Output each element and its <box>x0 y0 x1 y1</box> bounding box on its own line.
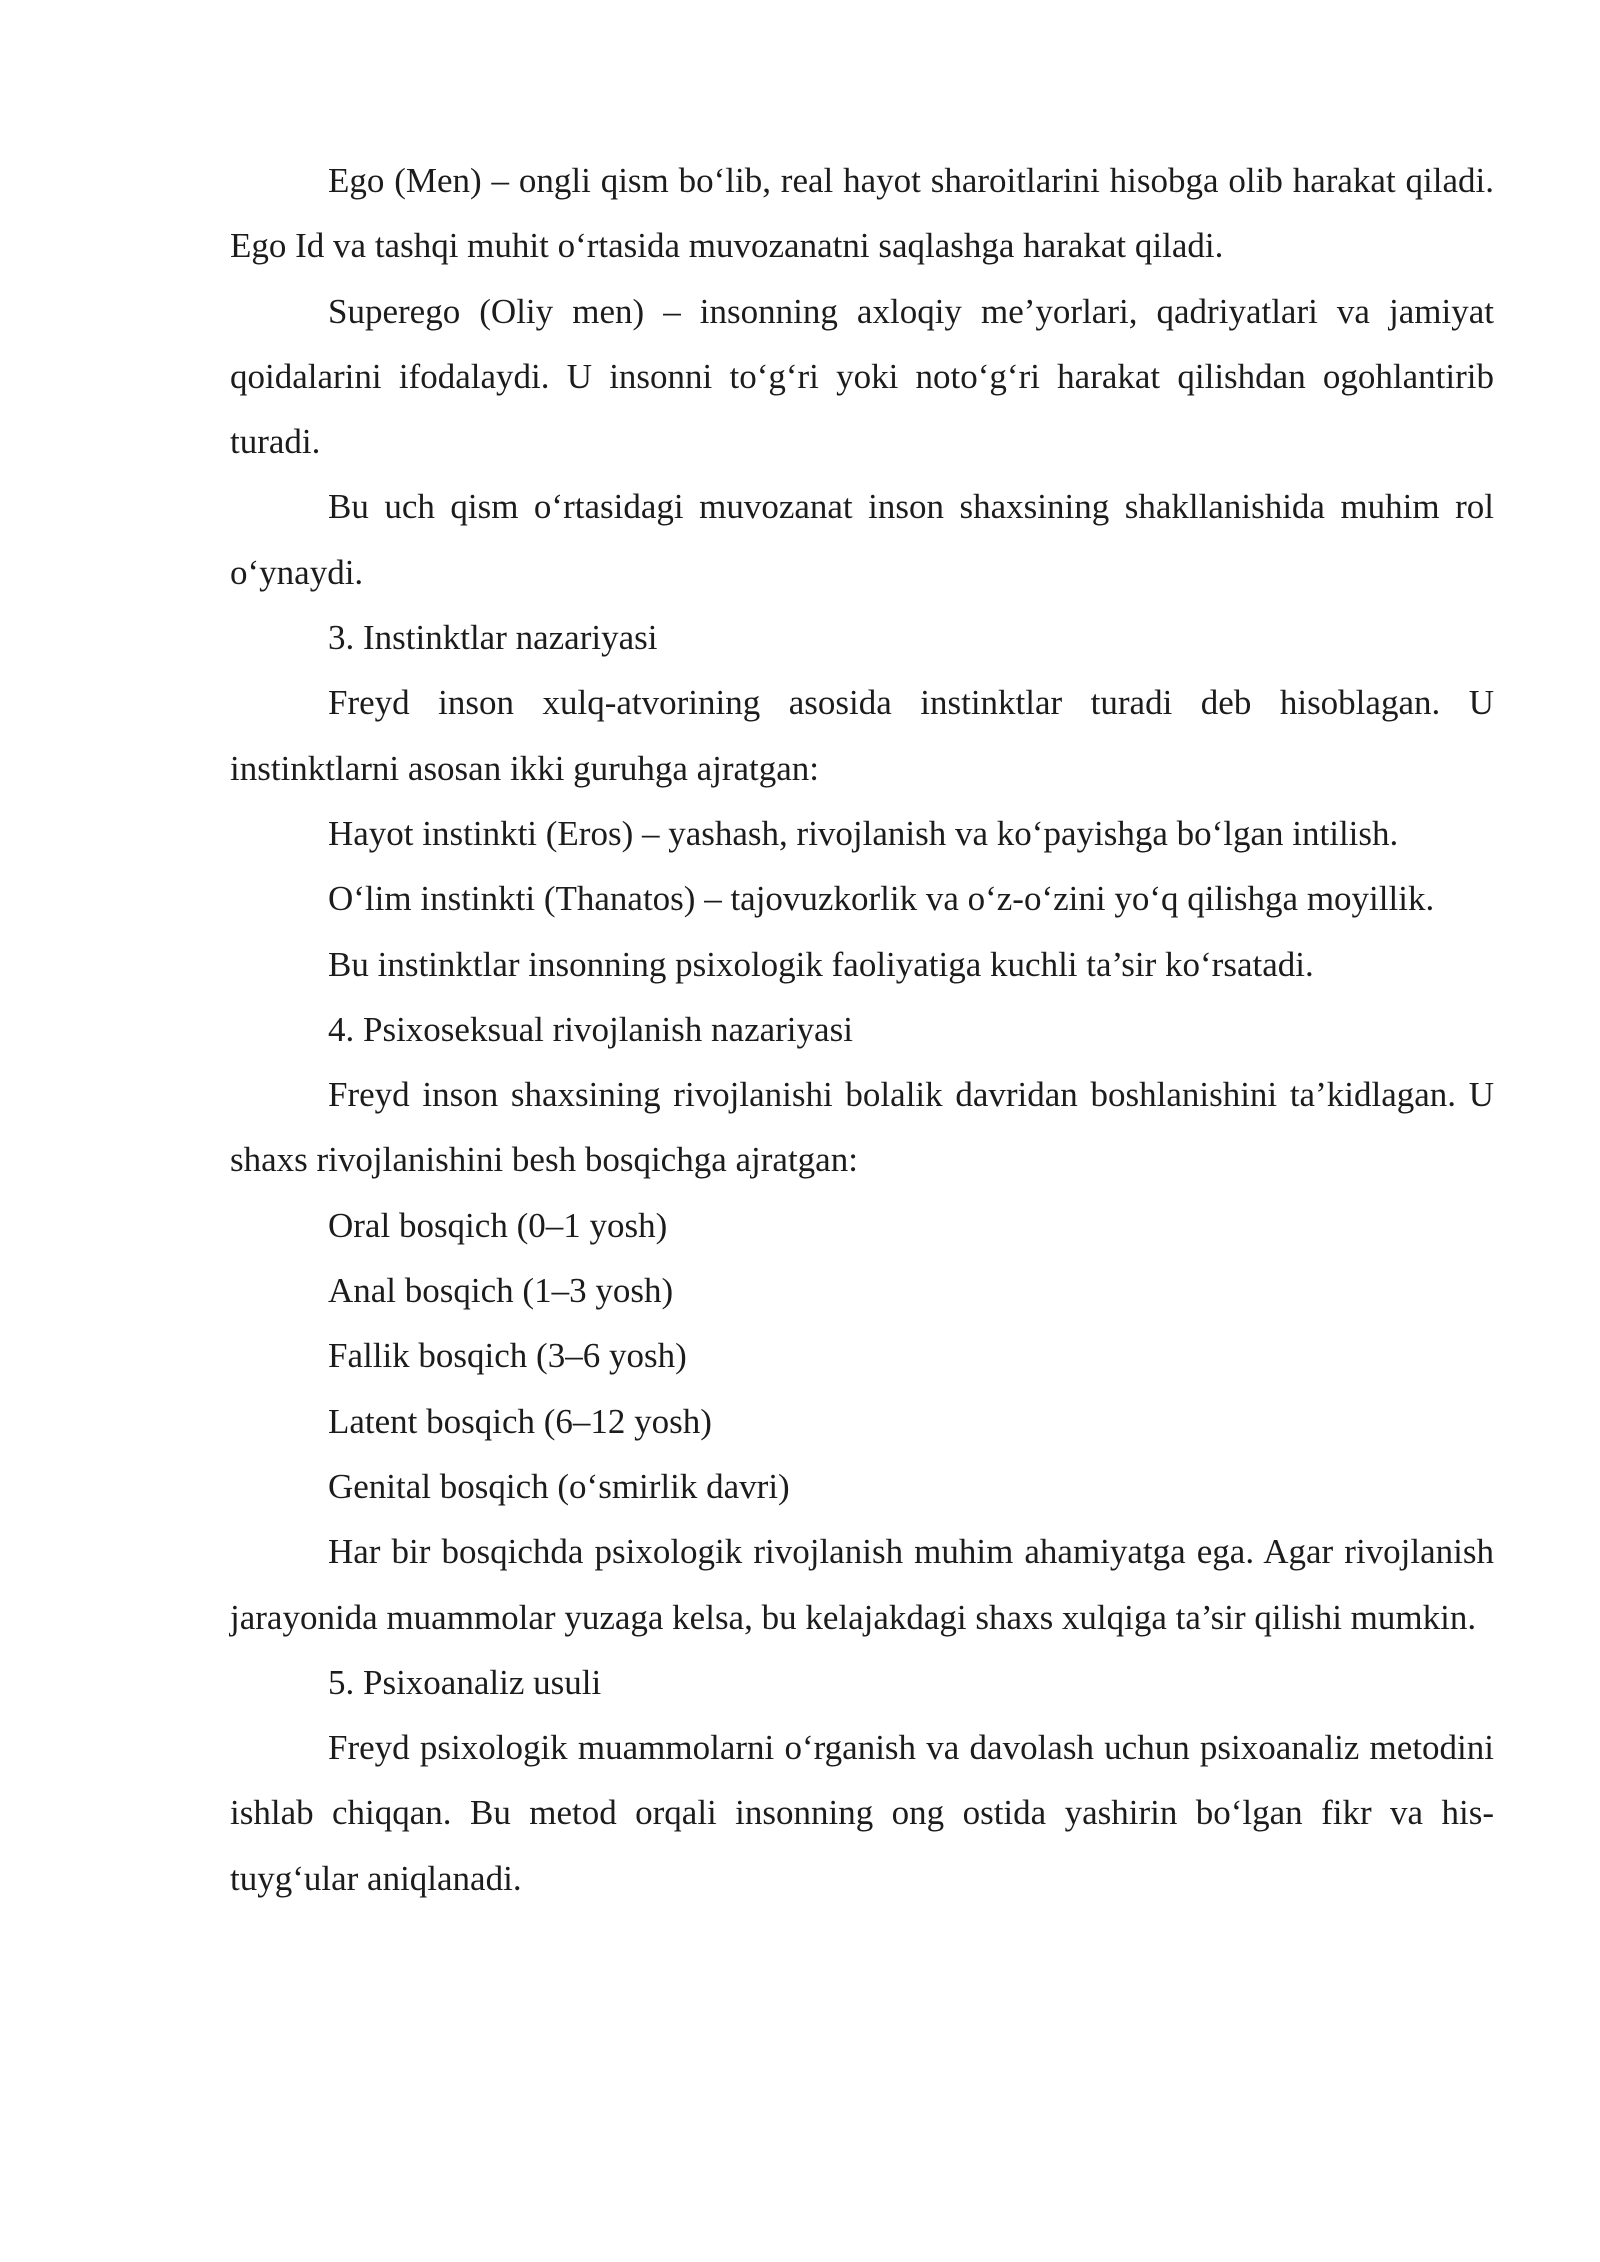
paragraph-instincts-intro: Freyd inson xulq-atvorining asosida instinktlar turadi deb hisoblagan. U instinktlarni asosan ikki guruhga ajratgan: <box>230 683 1494 788</box>
document-page <box>230 148 1494 1911</box>
paragraph-thanatos: O‘lim instinkti (Thanatos) – tajovuzkorlik va o‘z-o‘zini yo‘q qilishga moyillik. <box>328 879 1435 919</box>
paragraph-instincts-effect: Bu instinktlar insonning psixologik faoliyatiga kuchli ta’sir ko‘rsatadi. <box>328 944 1314 984</box>
paragraph-psychoanalysis-method: Freyd psixologik muammolarni o‘rganish va davolash uchun psixoanaliz metodini ishlab chiqqan. Bu metod orqali insonning ong ostida yashirin bo‘lgan fikr va his-tuyg‘ular aniqlanadi. <box>230 1728 1494 1898</box>
paragraph-eros: Hayot instinkti (Eros) – yashash, rivojlanish va ko‘payishga bo‘lgan intilish. <box>328 813 1399 853</box>
stage-item-oral: Oral bosqich (0–1 yosh) <box>328 1205 668 1245</box>
section-heading-instincts: 3. Instinktlar nazariyasi <box>328 618 658 658</box>
paragraph-ego: Ego (Men) – ongli qism bo‘lib, real hayot sharoitlarini hisobga olib harakat qiladi. Ego Id va tashqi muhit o‘rtasida muvozanatni saqlashga harakat qiladi. <box>230 161 1494 266</box>
paragraph-balance: Bu uch qism o‘rtasidagi muvozanat inson shaxsining shakllanishida muhim rol o‘ynaydi. <box>230 487 1494 592</box>
paragraph-stages-importance: Har bir bosqichda psixologik rivojlanish muhim ahamiyatga ega. Agar rivojlanish jarayonida muammolar yuzaga kelsa, bu kelajakdagi shaxs xulqiga ta’sir qilishi mumkin. <box>230 1532 1494 1637</box>
section-heading-psychosexual: 4. Psixoseksual rivojlanish nazariyasi <box>328 1009 853 1049</box>
section-heading-psychoanalysis: 5. Psixoanaliz usuli <box>328 1662 602 1702</box>
stage-item-phallic: Fallik bosqich (3–6 yosh) <box>328 1336 687 1376</box>
stage-item-anal: Anal bosqich (1–3 yosh) <box>328 1271 674 1311</box>
paragraph-superego: Superego (Oliy men) – insonning axloqiy me’yorlari, qadriyatlari va jamiyat qoidalarini ifodalaydi. U insonni to‘g‘ri yoki noto‘g‘ri harakat qilishdan ogohlantirib turadi. <box>230 291 1494 462</box>
stage-item-genital: Genital bosqich (o‘smirlik davri) <box>328 1466 790 1506</box>
paragraph-psychosexual-intro: Freyd inson shaxsining rivojlanishi bolalik davridan boshlanishini ta’kidlagan. U shaxs rivojlanishini besh bosqichga ajratgan: <box>230 1075 1494 1180</box>
stage-item-latent: Latent bosqich (6–12 yosh) <box>328 1401 712 1441</box>
